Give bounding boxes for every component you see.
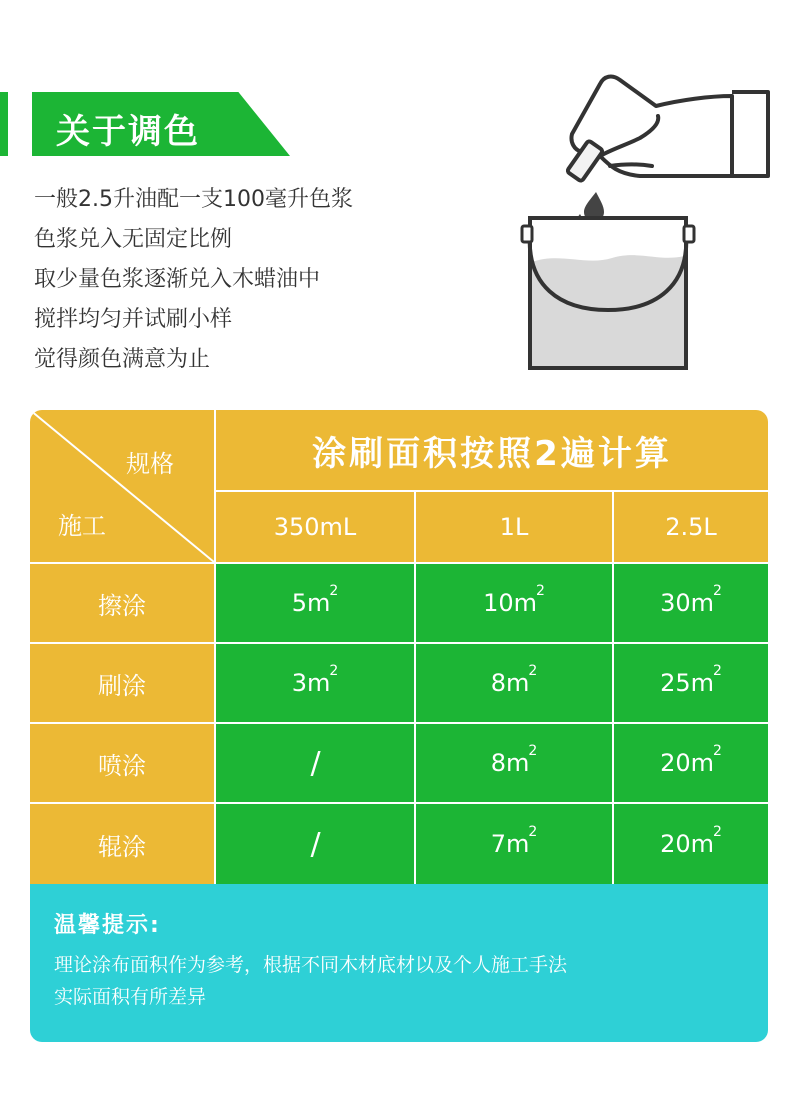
corner-label-spec: 规格 <box>126 450 174 478</box>
section-title: 关于调色 <box>56 112 200 152</box>
row-method-label: 擦涂 <box>30 564 214 642</box>
tip-box <box>30 884 768 1042</box>
table-cell <box>614 804 768 884</box>
cell-unit-exponent: 2 <box>528 663 538 679</box>
side-accent-bar <box>0 92 8 156</box>
table-cell <box>416 724 612 802</box>
table-cell <box>416 644 612 722</box>
table-cell <box>416 564 612 642</box>
hand-pouring-paint-bucket-icon <box>500 66 780 376</box>
cell-unit-exponent: 2 <box>329 583 339 599</box>
cell-value: 10m <box>483 589 537 617</box>
cell-unit-exponent: 2 <box>329 663 339 679</box>
cell-value: 8m <box>490 669 530 697</box>
cell-value: 30m <box>660 589 714 617</box>
intro-line: 色浆兑入无固定比例 <box>34 227 233 252</box>
coverage-table <box>30 410 768 1042</box>
cell-value: 20m <box>660 749 714 777</box>
column-header: 1L <box>416 492 612 562</box>
tip-title: 温馨提示: <box>54 913 161 938</box>
corner-label-method: 施工 <box>58 512 106 540</box>
cell-value: 20m <box>660 830 714 858</box>
table-cell <box>216 644 414 722</box>
table-cell <box>614 724 768 802</box>
table-cell <box>614 564 768 642</box>
table-cell <box>216 804 414 884</box>
column-header: 350mL <box>216 492 414 562</box>
cell-value: 5m <box>291 589 331 617</box>
cell-value: / <box>310 826 321 862</box>
table-corner-header <box>30 410 214 562</box>
row-method-label: 喷涂 <box>30 724 214 802</box>
cell-unit-exponent: 2 <box>528 824 538 840</box>
intro-line: 一般2.5升油配一支100毫升色浆 <box>34 187 353 212</box>
row-method-label: 刷涂 <box>30 644 214 722</box>
cell-unit-exponent: 2 <box>713 743 722 759</box>
cell-unit-exponent: 2 <box>713 824 722 840</box>
table-main-header: 涂刷面积按照2遍计算 <box>216 410 768 490</box>
cell-value: 3m <box>291 669 331 697</box>
cell-value: 7m <box>490 830 530 858</box>
row-method-label: 辊涂 <box>30 804 214 884</box>
cell-unit-exponent: 2 <box>536 583 545 599</box>
tip-line: 理论涂布面积作为参考，根据不同木材底材以及个人施工手法 <box>54 954 568 976</box>
cell-value: / <box>310 745 321 781</box>
column-header: 2.5L <box>614 492 768 562</box>
table-cell <box>216 724 414 802</box>
intro-line: 觉得颜色满意为止 <box>34 347 211 372</box>
cell-unit-exponent: 2 <box>528 743 538 759</box>
table-cell <box>416 804 612 884</box>
intro-line: 取少量色浆逐渐兑入木蜡油中 <box>34 267 321 292</box>
cell-value: 8m <box>490 749 530 777</box>
intro-line: 搅拌均匀并试刷小样 <box>34 307 233 332</box>
cell-unit-exponent: 2 <box>713 583 722 599</box>
cell-unit-exponent: 2 <box>713 663 722 679</box>
table-cell <box>614 644 768 722</box>
tip-line: 实际面积有所差异 <box>54 986 207 1008</box>
intro-text <box>34 180 504 380</box>
cell-value: 25m <box>660 669 714 697</box>
table-cell <box>216 564 414 642</box>
